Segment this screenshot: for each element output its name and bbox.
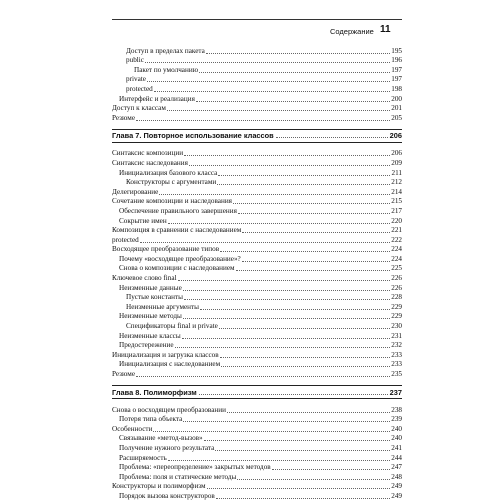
toc-entry — [112, 321, 402, 331]
toc-entry-page: 247 — [391, 463, 402, 472]
table-of-contents — [112, 46, 402, 501]
dot-leader — [276, 137, 388, 138]
toc-entry — [112, 264, 402, 274]
toc-entry-title: Инициализация и загрузка классов — [112, 350, 219, 359]
dot-leader — [233, 203, 390, 204]
toc-entry — [112, 360, 402, 370]
toc-entry — [112, 273, 402, 283]
toc-intro-entries — [112, 46, 402, 123]
dot-leader — [220, 357, 390, 358]
toc-entry-title: Восходящее преобразование типов — [112, 245, 220, 254]
toc-entry — [112, 104, 402, 114]
toc-entry-title: Неизменные аргументы — [112, 303, 200, 312]
toc-entry — [112, 302, 402, 312]
toc-entry-page: 239 — [391, 415, 402, 424]
toc-entry — [112, 312, 402, 322]
dot-leader — [199, 394, 388, 395]
toc-entry-title: Доступ к классам — [112, 104, 166, 113]
dot-leader — [140, 242, 390, 243]
toc-entry — [112, 453, 402, 463]
toc-entry-title: Предостережение — [112, 341, 175, 350]
toc-entry — [112, 113, 402, 123]
dot-leader — [272, 469, 390, 470]
dot-leader — [183, 421, 390, 422]
toc-entry — [112, 472, 402, 482]
toc-entry-title: Синтаксис наследования — [112, 158, 188, 167]
toc-entry-title: Пакет по умолчанию — [112, 66, 199, 75]
toc-entry — [112, 216, 402, 226]
dot-leader — [227, 412, 390, 413]
dot-leader — [217, 184, 390, 185]
toc-entry-page: 232 — [391, 341, 402, 350]
chapter-page: 206 — [389, 131, 402, 141]
toc-entry-page: 220 — [391, 216, 402, 225]
toc-entry — [112, 178, 402, 188]
toc-entry — [112, 46, 402, 56]
toc-entry-page: 211 — [391, 168, 402, 177]
dot-leader — [168, 460, 390, 461]
toc-entry-page: 244 — [391, 453, 402, 462]
dot-leader — [168, 223, 390, 224]
dot-leader — [196, 101, 390, 102]
toc-entry-page: 221 — [391, 226, 402, 235]
chapter-7-heading — [112, 129, 402, 143]
toc-entry-title: Снова о восходящем преобразовании — [112, 405, 226, 414]
toc-entry-title: Проблема: «переопределение» закрытых методов — [112, 463, 272, 472]
toc-entry-title: Интерфейс и реализация — [112, 95, 196, 104]
toc-entry-page: 229 — [391, 302, 402, 311]
toc-entry — [112, 56, 402, 66]
dot-leader — [238, 213, 390, 214]
toc-entry — [112, 197, 402, 207]
dot-leader — [147, 81, 390, 82]
toc-entry-page: 222 — [391, 235, 402, 244]
toc-entry-page: 233 — [391, 360, 402, 369]
toc-entry — [112, 187, 402, 197]
toc-entry-page: 201 — [391, 104, 402, 113]
toc-entry — [112, 434, 402, 444]
toc-entry-page: 240 — [391, 424, 402, 433]
dot-leader — [207, 488, 390, 489]
toc-entry — [112, 443, 402, 453]
toc-entry-page: 214 — [391, 187, 402, 196]
dot-leader — [189, 165, 390, 166]
toc-entry — [112, 149, 402, 159]
toc-entry — [112, 341, 402, 351]
toc-entry-page: 238 — [391, 405, 402, 414]
toc-entry — [112, 84, 402, 94]
toc-entry-title: Снова о композиции с наследованием — [112, 264, 236, 273]
dot-leader — [242, 261, 390, 262]
toc-entry-page: 249 — [391, 482, 402, 491]
toc-entry-title: Порядок вызова конструкторов — [112, 492, 216, 501]
dot-leader — [220, 251, 390, 252]
toc-entry-page: 235 — [391, 370, 402, 378]
toc-entry — [112, 65, 402, 75]
toc-entry — [112, 245, 402, 255]
toc-entry-title: protected — [112, 85, 154, 94]
chapter-title: Глава 7. Повторное использование классов — [112, 131, 274, 141]
toc-entry — [112, 424, 402, 434]
toc-entry-title: private — [112, 75, 147, 84]
toc-entry-page: 206 — [391, 149, 402, 158]
dot-leader — [136, 376, 390, 377]
dot-leader — [183, 290, 390, 291]
toc-entry — [112, 158, 402, 168]
toc-entry-title: Синтаксис композиции — [112, 149, 184, 158]
toc-entry-title: Связывание «метод-вызов» — [112, 434, 204, 443]
toc-entry — [112, 369, 402, 379]
toc-entry-title: Сокрытие имен — [112, 217, 168, 226]
toc-entry-title: protected — [112, 235, 139, 244]
dot-leader — [199, 72, 390, 73]
dot-leader — [153, 431, 390, 432]
chapter-8-entries — [112, 405, 402, 501]
toc-entry-page: 198 — [391, 84, 402, 93]
dot-leader — [236, 270, 390, 271]
toc-entry-page: 212 — [391, 178, 402, 187]
dot-leader — [167, 110, 390, 111]
toc-entry-title: Неизменные классы — [112, 332, 182, 341]
toc-entry-page: 248 — [391, 472, 402, 481]
toc-entry-page: 209 — [391, 158, 402, 167]
dot-leader — [159, 194, 390, 195]
dot-leader — [200, 309, 390, 310]
toc-entry-title: Неизменные данные — [112, 284, 183, 293]
toc-entry — [112, 226, 402, 236]
dot-leader — [242, 232, 390, 233]
toc-entry-title: Обеспечение правильного завершения — [112, 207, 238, 216]
toc-entry-page: 230 — [391, 322, 402, 331]
toc-entry — [112, 415, 402, 425]
toc-entry-page: 215 — [391, 197, 402, 206]
dot-leader — [184, 299, 390, 300]
toc-entry-page: 229 — [391, 312, 402, 321]
toc-entry-title: Потеря типа объекта — [112, 415, 183, 424]
toc-entry — [112, 331, 402, 341]
toc-entry — [112, 405, 402, 415]
dot-leader — [178, 280, 390, 281]
header-rule — [112, 19, 402, 20]
dot-leader — [204, 440, 390, 441]
toc-entry — [112, 75, 402, 85]
dot-leader — [221, 366, 390, 367]
toc-entry-title: Неизменные методы — [112, 312, 183, 321]
toc-entry-page: 240 — [391, 434, 402, 443]
toc-entry-title: Проблема: поля и статические методы — [112, 473, 237, 482]
dot-leader — [237, 479, 390, 480]
dot-leader — [219, 328, 390, 329]
toc-entry-title: Конструкторы и полиморфизм — [112, 482, 206, 491]
dot-leader — [218, 175, 390, 176]
toc-entry-title: Композиция в сравнении с наследованием — [112, 226, 242, 235]
toc-entry-title: Резюме — [112, 113, 136, 122]
toc-entry — [112, 94, 402, 104]
toc-entry-page: 225 — [391, 264, 402, 273]
toc-entry-page: 241 — [391, 443, 402, 452]
toc-entry — [112, 235, 402, 245]
toc-entry-title: Конструкторы с аргументами — [112, 178, 217, 187]
dot-leader — [136, 120, 390, 121]
chapter-page: 237 — [389, 387, 402, 397]
toc-entry-title: Расширяемость — [112, 454, 168, 463]
toc-entry — [112, 206, 402, 216]
toc-entry-title: Резюме — [112, 370, 136, 378]
dot-leader — [184, 155, 390, 156]
toc-entry-page: 231 — [391, 331, 402, 340]
dot-leader — [175, 347, 390, 348]
toc-entry — [112, 491, 402, 501]
toc-entry — [112, 293, 402, 303]
toc-entry-page: 224 — [391, 245, 402, 254]
toc-entry-title: Особенности — [112, 424, 153, 433]
toc-entry-page: 224 — [391, 254, 402, 263]
toc-entry-title: Почему «восходящее преобразование»? — [112, 255, 242, 264]
dot-leader — [154, 91, 390, 92]
toc-entry-title: Делегирование — [112, 187, 159, 196]
toc-entry-title: Ключевое слово final — [112, 274, 177, 283]
toc-entry-page: 226 — [391, 283, 402, 292]
chapter-7-entries — [112, 149, 402, 379]
toc-entry-title: Пустые константы — [112, 293, 184, 302]
dot-leader — [216, 498, 390, 499]
toc-entry-page: 197 — [391, 65, 402, 74]
toc-entry — [112, 168, 402, 178]
toc-entry-title: Доступ в пределах пакета — [112, 47, 206, 56]
chapter-title: Глава 8. Полиморфизм — [112, 387, 197, 397]
toc-entry — [112, 350, 402, 360]
toc-entry-title: Спецификаторы final и private — [112, 322, 219, 331]
toc-entry-page: 196 — [391, 56, 402, 65]
toc-entry-title: Получение нужного результата — [112, 444, 215, 453]
dot-leader — [206, 53, 390, 54]
running-head: Содержание — [330, 27, 374, 36]
dot-leader — [215, 450, 390, 451]
chapter-8-heading — [112, 385, 402, 399]
toc-entry-page: 197 — [391, 75, 402, 84]
toc-entry-page: 226 — [391, 274, 402, 283]
toc-entry-page: 195 — [391, 46, 402, 55]
toc-entry-title: Инициализация базового класса — [112, 169, 218, 178]
toc-entry — [112, 463, 402, 473]
toc-entry-page: 217 — [391, 206, 402, 215]
dot-leader — [182, 338, 390, 339]
toc-entry-page: 249 — [391, 491, 402, 500]
toc-entry — [112, 254, 402, 264]
dot-leader — [183, 318, 390, 319]
dot-leader — [145, 62, 390, 63]
toc-entry-page: 228 — [391, 293, 402, 302]
toc-entry — [112, 283, 402, 293]
toc-entry-page: 205 — [391, 113, 402, 122]
toc-entry-title: Инициализация с наследованием — [112, 360, 221, 369]
toc-entry-page: 200 — [391, 94, 402, 103]
toc-entry — [112, 482, 402, 492]
toc-entry-page: 233 — [391, 350, 402, 359]
toc-entry-title: public — [112, 56, 145, 65]
page-number: 11 — [380, 24, 391, 35]
toc-entry-title: Сочетание композиции и наследования — [112, 197, 232, 206]
